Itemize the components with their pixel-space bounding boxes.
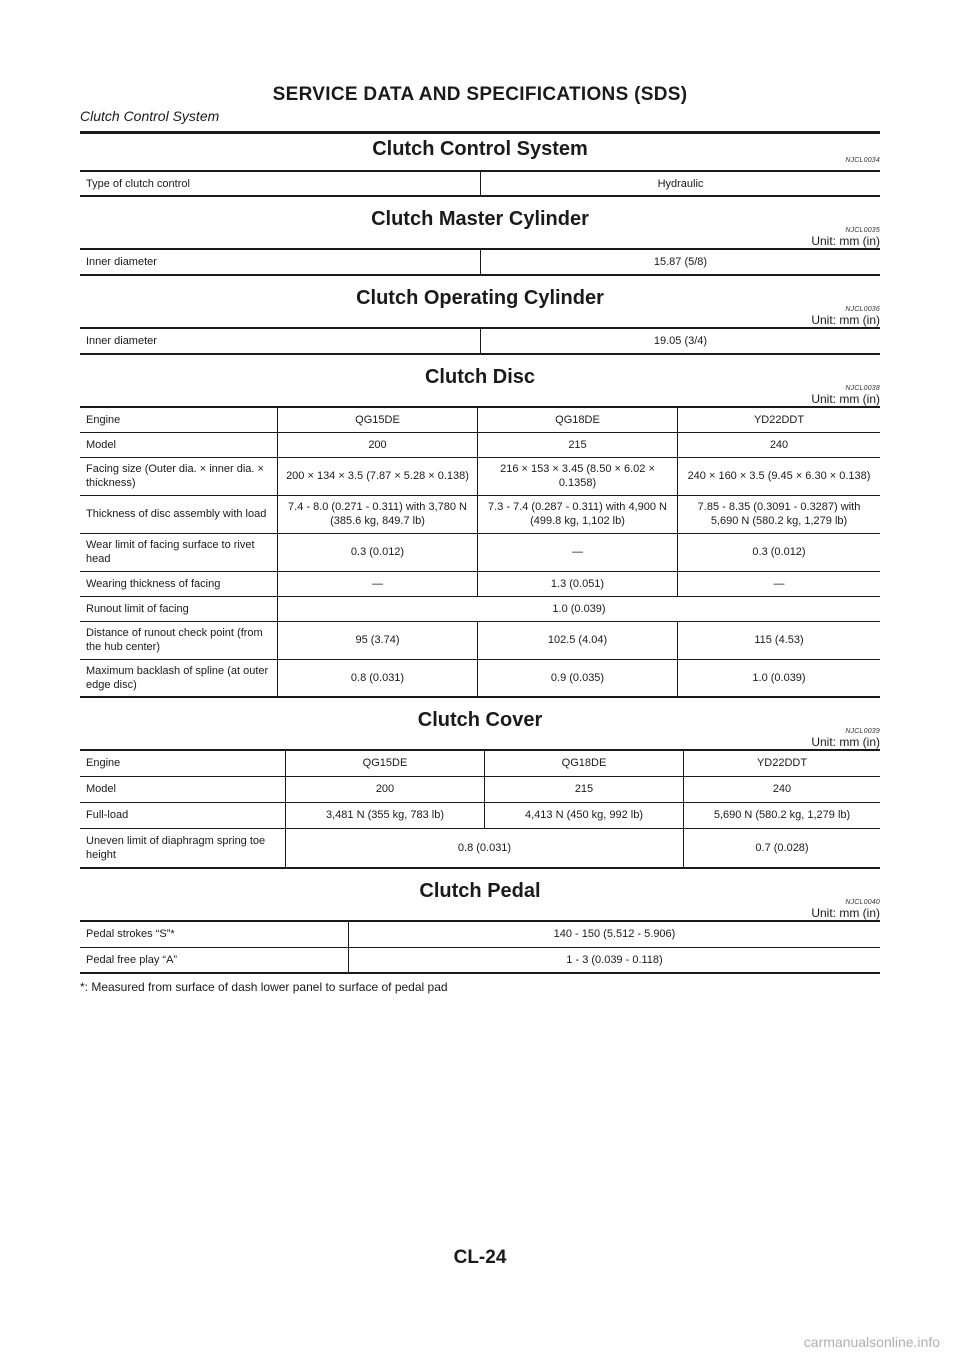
- unit-label: Unit: mm (in): [811, 313, 880, 327]
- section-code: NJCL0039: [845, 728, 880, 735]
- table-row: [80, 533, 880, 571]
- row-value: 1 - 3 (0.039 - 0.118): [349, 947, 881, 973]
- row-label: Facing size (Outer dia. × inner dia. × thickness): [80, 457, 278, 495]
- table-cell: 0.8 (0.031): [278, 659, 478, 697]
- section-clutch-cover: [80, 706, 880, 869]
- row-label: Wear limit of facing surface to rivet head: [80, 533, 278, 571]
- table-cell: QG18DE: [478, 407, 678, 432]
- row-label: Inner diameter: [86, 335, 157, 347]
- row-label: Model: [80, 432, 278, 457]
- row-label: Distance of runout check point (from the hub center): [80, 621, 278, 659]
- section-code: NJCL0036: [845, 306, 880, 313]
- row-value: Hydraulic: [481, 171, 881, 196]
- table-cell: 7.3 - 7.4 (0.287 - 0.311) with 4,900 N (499.8 kg, 1,102 lb): [478, 495, 678, 533]
- spec-table-disc: [80, 406, 880, 698]
- table-cell: 1.0 (0.039): [678, 659, 881, 697]
- table-row: [80, 659, 880, 697]
- table-cell: QG15DE: [278, 407, 478, 432]
- row-value: 19.05 (3/4): [481, 328, 881, 354]
- table-row: [80, 921, 880, 947]
- section-code: NJCL0040: [845, 899, 880, 906]
- table-cell: 95 (3.74): [278, 621, 478, 659]
- table-row: [80, 947, 880, 973]
- section-clutch-control-system: [80, 135, 880, 197]
- row-label: Model: [80, 776, 286, 802]
- content: [80, 135, 880, 994]
- table-cell: —: [478, 533, 678, 571]
- table-row: [80, 407, 880, 432]
- header-rule: [80, 131, 880, 134]
- page-header-subtitle: Clutch Control System: [80, 108, 220, 124]
- section-title: Clutch Master Cylinder: [371, 208, 589, 230]
- spec-table-pedal: [80, 920, 880, 974]
- table-row: [80, 457, 880, 495]
- table-cell: 3,481 N (355 kg, 783 lb): [286, 802, 485, 828]
- row-label: Engine: [86, 413, 121, 426]
- table-cell: 200: [278, 432, 478, 457]
- table-cell: 0.8 (0.031): [286, 828, 684, 868]
- row-label: Full-load: [80, 802, 286, 828]
- table-cell: 0.9 (0.035): [478, 659, 678, 697]
- row-label: Wearing thickness of facing: [80, 571, 278, 596]
- table-cell: 1.3 (0.051): [478, 571, 678, 596]
- table-cell: 0.3 (0.012): [278, 533, 478, 571]
- table-cell: 240: [678, 432, 881, 457]
- row-label: Maximum backlash of spline (at outer edge disc): [80, 659, 278, 697]
- section-code: NJCL0038: [845, 385, 880, 392]
- unit-label: Unit: mm (in): [811, 735, 880, 749]
- table-cell: 7.85 - 8.35 (0.3091 - 0.3287) with 5,690 N (580.2 kg, 1,279 lb): [678, 495, 881, 533]
- table-row: [80, 495, 880, 533]
- page-header-title: SERVICE DATA AND SPECIFICATIONS (SDS): [272, 84, 688, 105]
- section-title: Clutch Pedal: [419, 880, 541, 902]
- spec-table-operating: [80, 327, 880, 355]
- table-cell: 115 (4.53): [678, 621, 881, 659]
- section-clutch-master-cylinder: [80, 205, 880, 276]
- page-number: CL-24: [453, 1247, 507, 1268]
- table-row: [80, 802, 880, 828]
- row-label: Thickness of disc assembly with load: [80, 495, 278, 533]
- table-cell: 4,413 N (450 kg, 992 lb): [485, 802, 684, 828]
- table-cell: 1.0 (0.039): [278, 596, 881, 621]
- spec-table-control: [80, 170, 880, 197]
- row-value: 15.87 (5/8): [481, 249, 881, 275]
- table-cell: 216 × 153 × 3.45 (8.50 × 6.02 × 0.1358): [478, 457, 678, 495]
- table-row: [80, 596, 880, 621]
- row-value: 140 - 150 (5.512 - 5.906): [349, 921, 881, 947]
- table-cell: YD22DDT: [678, 407, 881, 432]
- unit-label: Unit: mm (in): [811, 234, 880, 248]
- row-label: Type of clutch control: [86, 177, 190, 190]
- table-cell: QG18DE: [485, 750, 684, 776]
- table-row: [80, 328, 880, 354]
- table-cell: 200 × 134 × 3.5 (7.87 × 5.28 × 0.138): [278, 457, 478, 495]
- table-cell: 215: [478, 432, 678, 457]
- section-title: Clutch Cover: [417, 709, 543, 731]
- table-cell: —: [278, 571, 478, 596]
- table-cell: 0.3 (0.012): [678, 533, 881, 571]
- row-label: Inner diameter: [86, 256, 157, 268]
- unit-label: Unit: mm (in): [811, 392, 880, 406]
- row-label: Pedal free play “A”: [80, 947, 349, 973]
- table-cell: 7.4 - 8.0 (0.271 - 0.311) with 3,780 N (385.6 kg, 849.7 lb): [278, 495, 478, 533]
- page-header: [80, 84, 880, 124]
- table-cell: QG15DE: [286, 750, 485, 776]
- table-cell: YD22DDT: [684, 750, 881, 776]
- row-label: Runout limit of facing: [80, 596, 278, 621]
- table-cell: 0.7 (0.028): [684, 828, 881, 868]
- table-row: [80, 249, 880, 275]
- table-row: [80, 828, 880, 868]
- section-title: Clutch Operating Cylinder: [356, 287, 604, 309]
- row-label: Engine: [86, 757, 121, 770]
- section-title: Clutch Disc: [424, 366, 536, 388]
- table-cell: 102.5 (4.04): [478, 621, 678, 659]
- section-clutch-operating-cylinder: [80, 284, 880, 355]
- section-title: Clutch Control System: [372, 138, 588, 160]
- table-cell: 240: [684, 776, 881, 802]
- table-row: [80, 171, 880, 196]
- table-row: [80, 776, 880, 802]
- section-clutch-disc: [80, 363, 880, 698]
- row-label: Pedal strokes “S”*: [86, 928, 175, 941]
- section-code: NJCL0034: [845, 157, 880, 164]
- spec-table-cover: [80, 749, 880, 869]
- table-cell: —: [678, 571, 881, 596]
- row-label: Uneven limit of diaphragm spring toe height: [80, 828, 286, 868]
- table-cell: 200: [286, 776, 485, 802]
- section-code: NJCL0035: [845, 227, 880, 234]
- table-cell: 5,690 N (580.2 kg, 1,279 lb): [684, 802, 881, 828]
- table-row: [80, 432, 880, 457]
- table-row: [80, 621, 880, 659]
- watermark: carmanualsonline.info: [803, 1334, 940, 1350]
- unit-label: Unit: mm (in): [811, 906, 880, 920]
- spec-table-master: [80, 248, 880, 276]
- section-clutch-pedal: [80, 877, 880, 994]
- footnote: *: Measured from surface of dash lower panel to surface of pedal pad: [80, 980, 448, 994]
- table-cell: 240 × 160 × 3.5 (9.45 × 6.30 × 0.138): [678, 457, 881, 495]
- table-row: [80, 571, 880, 596]
- table-cell: 215: [485, 776, 684, 802]
- table-row: [80, 750, 880, 776]
